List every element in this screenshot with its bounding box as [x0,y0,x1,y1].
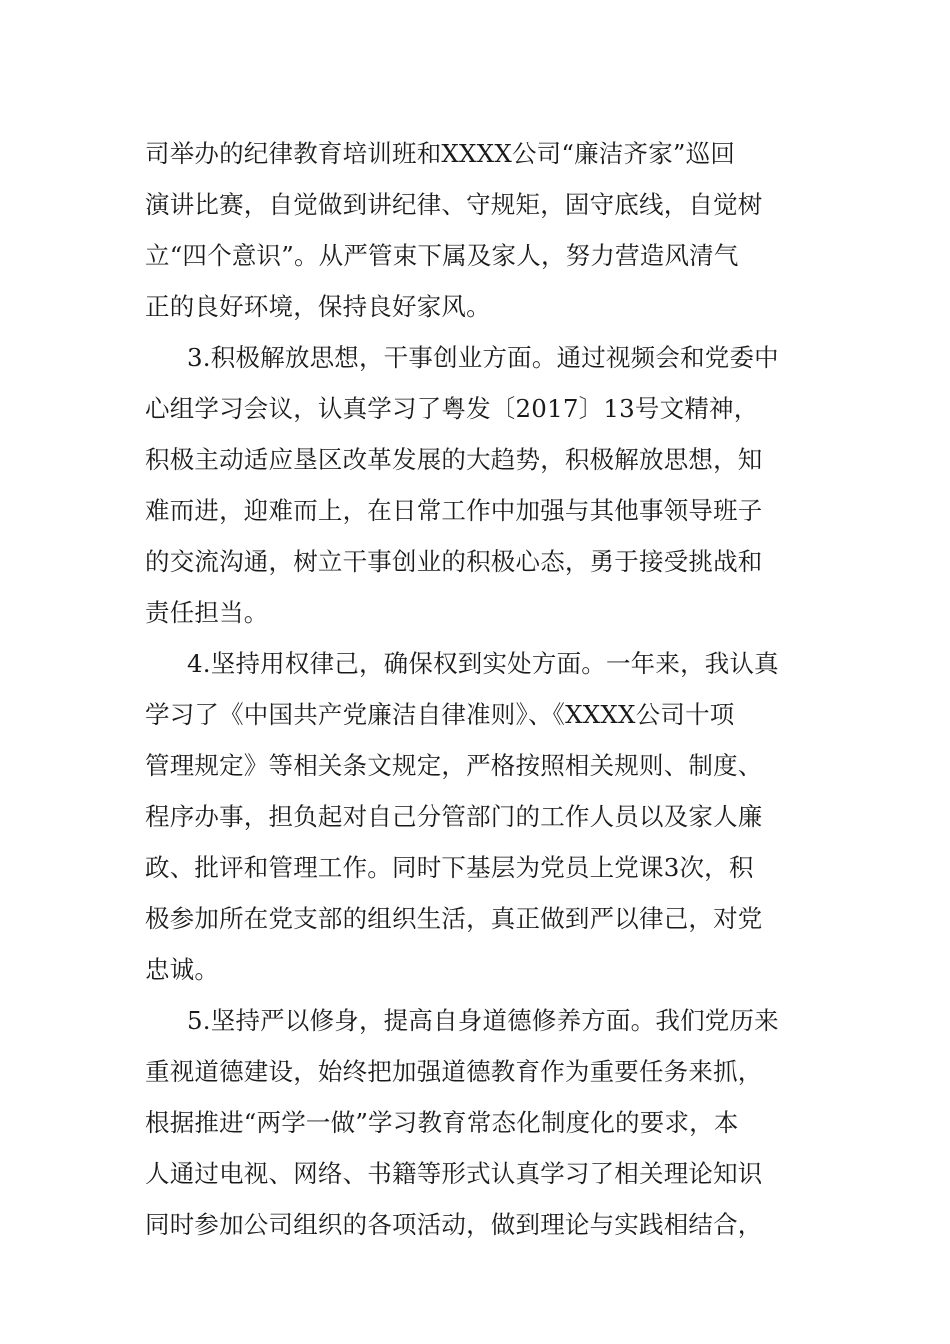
text-line: 极参加所在党支部的组织生活，真正做到严以律己，对党 [145,904,763,933]
paragraph-first-line: 3.积极解放思想，干事创业方面。通过视频会和党委中 [187,343,779,372]
text-line: 人通过电视、网络、书籍等形式认真学习了相关理论知识 [145,1159,763,1188]
text-line: 重视道德建设，始终把加强道德教育作为重要任务来抓， [145,1057,763,1086]
text-line: 学习了《中国共产党廉洁自律准则》、《XXXX公司十项 [145,700,735,729]
paragraph-first-line: 5.坚持严以修身，提高自身道德修养方面。我们党历来 [187,1006,779,1035]
text-line: 演讲比赛，自觉做到讲纪律、守规矩，固守底线，自觉树 [145,190,763,219]
body-text [145,128,813,1250]
text-line: 积极主动适应垦区改革发展的大趋势，积极解放思想，知 [145,445,763,474]
text-line: 政、批评和管理工作。同时下基层为党员上党课3次，积 [145,853,754,882]
text-line: 难而进，迎难而上，在日常工作中加强与其他事领导班子 [145,496,763,525]
text-line: 忠诚。 [145,955,220,984]
text-line: 立“四个意识”。从严管束下属及家人，努力营造风清气 [145,241,739,270]
text-line: 心组学习会议，认真学习了粤发〔2017〕13号文精神， [145,394,759,423]
text-line: 的交流沟通，树立干事创业的积极心态，勇于接受挑战和 [145,547,763,576]
text-line: 根据推进“两学一做”学习教育常态化制度化的要求，本 [145,1108,739,1137]
text-line: 管理规定》等相关条文规定，严格按照相关规则、制度、 [145,751,763,780]
text-line: 同时参加公司组织的各项活动，做到理论与实践相结合， [145,1210,763,1239]
text-line: 司举办的纪律教育培训班和XXXX公司“廉洁齐家”巡回 [145,139,736,168]
text-line: 责任担当。 [145,598,269,627]
text-line: 正的良好环境，保持良好家风。 [145,292,491,321]
paragraph-first-line: 4.坚持用权律己，确保权到实处方面。一年来，我认真 [187,649,779,678]
text-line: 程序办事，担负起对自己分管部门的工作人员以及家人廉 [145,802,763,831]
